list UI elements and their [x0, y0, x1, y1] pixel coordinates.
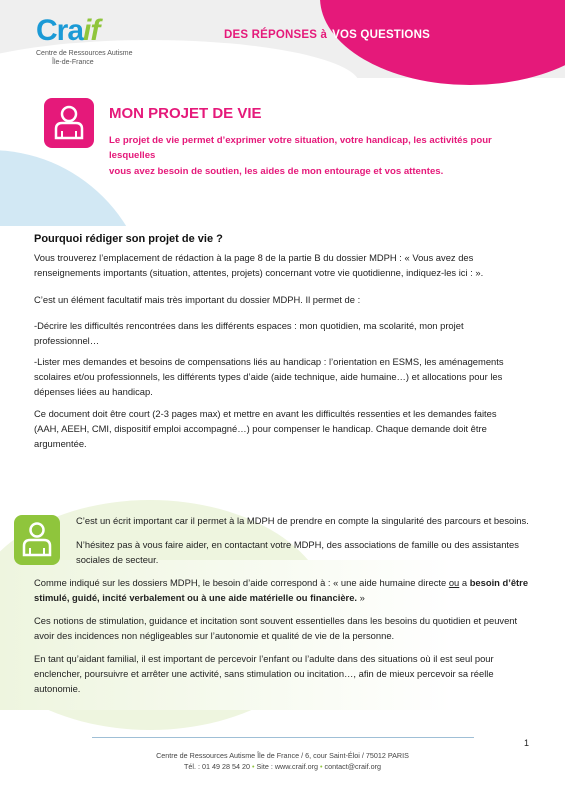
paragraph-line: dépenses liées au handicap.	[34, 386, 153, 398]
logo-accent-text: if	[83, 14, 100, 47]
paragraph-line: scolaires et/ou professionnels, les différents types d’aide (aide technique, aide humaine…) et allocations pour les	[34, 371, 503, 383]
tagline-part-1: DES RÉPONSES à	[224, 29, 328, 41]
tip-2	[76, 537, 536, 567]
logo-subtitle-1: Centre de Ressources Autisme	[36, 50, 133, 57]
footer-website-link[interactable]: Site : www.craif.org	[256, 762, 318, 771]
paragraph-line: (AAH, AEEH, CMI, dispositif emploi accompagné…) pour compenser le handicap. Chaque demande doit être	[34, 423, 487, 435]
tip-text: a	[459, 577, 470, 588]
paragraph-line: Vous trouverez l’emplacement de rédaction à la page 8 de la partie B du dossier MDPH : « Vous avez des	[34, 252, 474, 263]
tip-line: N’hésitez pas à vous faire aider, en contactant votre MDPH, des associations de famille ou des assistantes	[76, 539, 519, 550]
paragraph-line: -Décrire les difficultés rencontrées dans les différents espaces : mon quotidien, ma scolarité, mon projet	[34, 320, 464, 331]
tip-line: enclencher, poursuivre et arrêter une activité, sans stimulation ou incitation…, afin de mieux percevoir sa réelle	[34, 668, 494, 680]
person-icon	[44, 98, 94, 148]
tip-line: avoir des incidences non négligeables sur l’autonomie et qualité de vie de la personne.	[34, 630, 395, 642]
tip-line: autonomie.	[34, 683, 81, 695]
craif-logo[interactable]	[36, 14, 99, 48]
page-title: MON PROJET DE VIE	[109, 105, 262, 122]
tip-4	[34, 613, 534, 643]
paragraph-2: C’est un élément facultatif mais très important du dossier MDPH. Il permet de :	[34, 294, 361, 305]
intro-text	[109, 133, 529, 179]
footer-phone: Tél. : 01 49 28 54 20	[184, 762, 250, 771]
intro-line: vous avez besoin de soutien, les aides de mon entourage et vos attentes.	[109, 165, 444, 177]
tip-text: »	[357, 592, 365, 604]
footer-separator: •	[320, 762, 323, 771]
tip-line	[34, 590, 534, 605]
tip-bold-text: stimulé, guidé, incité verbalement ou à une aide matérielle ou financière.	[34, 592, 358, 604]
logo-main-text: Cra	[36, 14, 84, 47]
paragraph-5	[34, 406, 534, 452]
logo-subtitle-2: Île-de-France	[52, 59, 94, 66]
paragraph-1	[34, 250, 534, 280]
paragraph-line: renseignements importants (situation, attentes, projets) concernant votre vie quotidienne, indiquez-les ici : ».	[34, 267, 484, 279]
tip-line: sociales de secteur.	[76, 554, 159, 566]
paragraph-3	[34, 318, 534, 348]
tip-line: En tant qu’aidant familial, il est important de percevoir l’enfant ou l’adulte dans des situations où il est seul pour	[34, 653, 494, 664]
footer-email-link[interactable]: contact@craif.org	[324, 762, 381, 771]
tip-5	[34, 651, 534, 697]
header-tagline	[224, 29, 430, 41]
paragraph-line: professionnel…	[34, 335, 100, 347]
paragraph-line: argumentée.	[34, 438, 87, 450]
tagline-part-2: VOS QUESTIONS	[332, 29, 430, 41]
tip-underlined-text: ou	[448, 577, 460, 588]
tip-1: C’est un écrit important car il permet à la MDPH de prendre en compte la singularité des parcours et besoins.	[76, 515, 529, 526]
tip-line	[34, 575, 534, 590]
tip-3	[34, 575, 534, 605]
paragraph-4	[34, 354, 534, 400]
footer-divider	[92, 737, 474, 738]
intro-line: Le projet de vie permet d’exprimer votre situation, votre handicap, les activités pour lesquelles	[109, 135, 492, 162]
footer-contact	[0, 762, 565, 771]
section-heading: Pourquoi rédiger son projet de vie ?	[34, 233, 223, 245]
page-number: 1	[524, 738, 530, 748]
paragraph-line: -Lister mes demandes et besoins de compensations liés au handicap : l’orientation en ESMS, les aménagements	[34, 356, 504, 367]
person-icon	[14, 515, 60, 565]
footer-address: Centre de Ressources Autisme Île de France / 6, cour Saint-Éloi / 75012 PARIS	[156, 751, 409, 760]
footer-separator: •	[251, 762, 255, 771]
tip-bold-text: besoin d’être	[469, 577, 529, 588]
tip-line: Ces notions de stimulation, guidance et incitation sont souvent essentielles dans les besoins du quotidien et peuvent	[34, 615, 518, 626]
paragraph-line: Ce document doit être court (2-3 pages max) et mettre en avant les difficultés ressenties et les demandes faites	[34, 408, 497, 419]
tip-text: Comme indiqué sur les dossiers MDPH, le besoin d’aide correspond à : « une aide humaine directe	[34, 577, 449, 588]
